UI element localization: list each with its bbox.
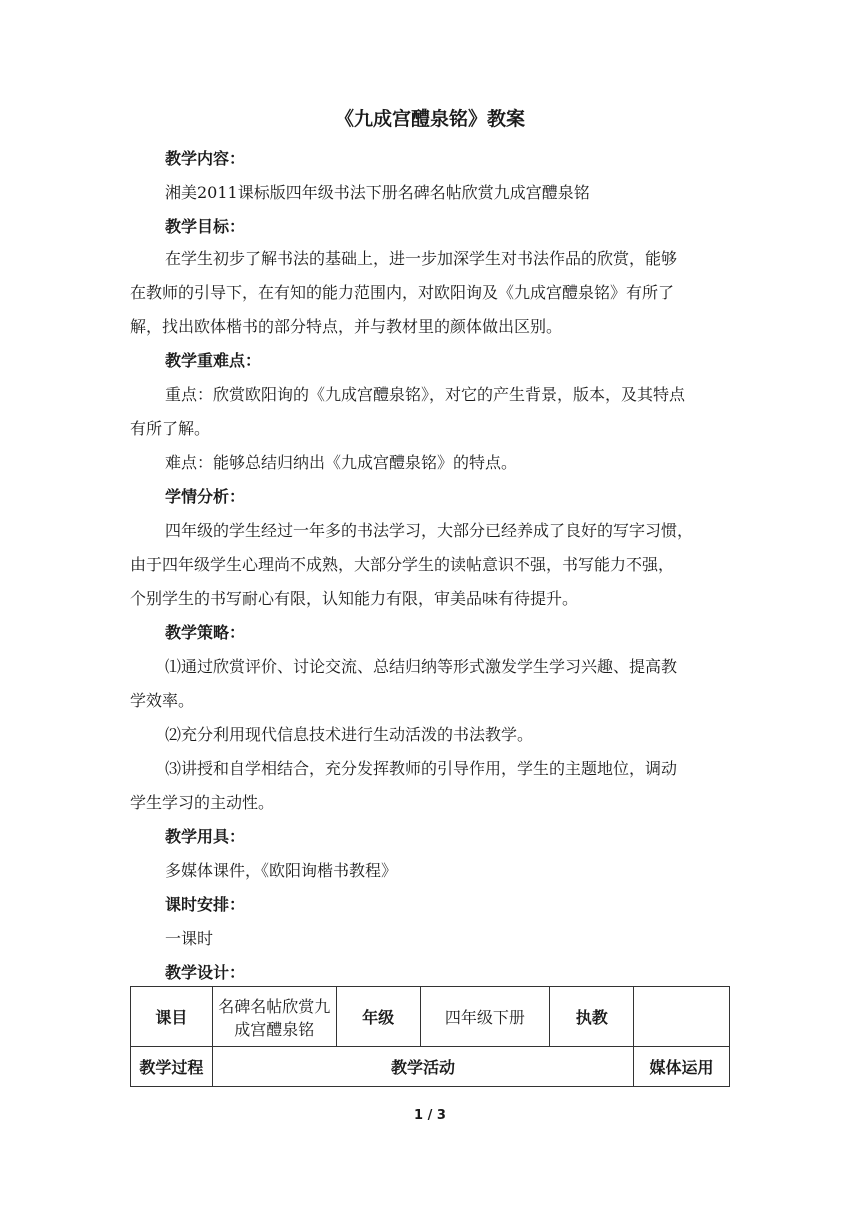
goals-line-2: 在教师的引导下，在有知的能力范围内，对欧阳询及《九成宫醴泉铭》有所了 xyxy=(130,283,675,302)
heading-analysis: 学情分析： xyxy=(165,487,246,506)
document-title: 《九成宫醴泉铭》教案 xyxy=(334,108,525,130)
lesson-design-table xyxy=(130,986,730,1087)
heading-key-points: 教学重难点： xyxy=(165,351,262,370)
strategy-line-1b: 学效率。 xyxy=(130,691,195,710)
strategy-line-2: ⑵充分利用现代信息技术进行生动活泼的书法教学。 xyxy=(165,725,534,744)
time-text: 一课时 xyxy=(165,929,214,948)
heading-tools: 教学用具： xyxy=(165,827,246,846)
strategy-line-1a: ⑴通过欣赏评价、讨论交流、总结归纳等形式激发学生学习兴趣、提高教 xyxy=(165,657,678,676)
heading-strategy: 教学策略： xyxy=(165,623,246,642)
grade-label-cell: 年级 xyxy=(336,987,420,1047)
strategy-line-3a: ⑶讲授和自学相结合，充分发挥教师的引导作用，学生的主题地位，调动 xyxy=(165,759,678,778)
goals-line-3: 解，找出欧体楷书的部分特点，并与教材里的颜体做出区别。 xyxy=(130,317,563,336)
tools-text: 多媒体课件，《欧阳询楷书教程》 xyxy=(165,861,398,880)
goals-line-1: 在学生初步了解书法的基础上，进一步加深学生对书法作品的欣赏，能够 xyxy=(165,249,678,268)
heading-design: 教学设计： xyxy=(165,963,246,982)
heading-time: 课时安排： xyxy=(165,895,246,914)
subject-value-line-1: 名碑名帖欣赏九 xyxy=(218,996,331,1016)
page-number: 1 / 3 xyxy=(414,1108,446,1123)
process-label-cell: 教学过程 xyxy=(131,1047,213,1087)
subject-value-line-2: 成宫醴泉铭 xyxy=(234,1019,315,1039)
table-row xyxy=(131,987,730,1047)
media-label-cell: 媒体运用 xyxy=(634,1047,730,1087)
analysis-line-1: 四年级的学生经过一年多的书法学习，大部分已经养成了良好的写字习惯， xyxy=(165,521,694,540)
analysis-line-2: 由于四年级学生心理尚不成熟，大部分学生的读帖意识不强，书写能力不强， xyxy=(130,555,675,574)
strategy-line-3b: 学生学习的主动性。 xyxy=(130,793,275,812)
heading-content: 教学内容： xyxy=(165,149,246,168)
difficulty-line: 难点：能够总结归纳出《九成宫醴泉铭》的特点。 xyxy=(165,453,518,472)
heading-goals: 教学目标： xyxy=(165,217,246,236)
teacher-value-cell xyxy=(634,987,730,1047)
teacher-label-cell: 执教 xyxy=(550,987,634,1047)
subject-value-cell xyxy=(212,987,336,1047)
key-points-line-1: 重点：欣赏欧阳询的《九成宫醴泉铭》，对它的产生背景，版本，及其特点 xyxy=(165,385,686,404)
subject-label-cell: 课目 xyxy=(131,987,213,1047)
activity-label-cell: 教学活动 xyxy=(212,1047,633,1087)
key-points-line-2: 有所了解。 xyxy=(130,419,211,438)
content-text: 湘美2011课标版四年级书法下册名碑名帖欣赏九成宫醴泉铭 xyxy=(165,183,590,202)
analysis-line-3: 个别学生的书写耐心有限，认知能力有限，审美品味有待提升。 xyxy=(130,589,579,608)
table-row xyxy=(131,1047,730,1087)
grade-value-cell: 四年级下册 xyxy=(420,987,550,1047)
